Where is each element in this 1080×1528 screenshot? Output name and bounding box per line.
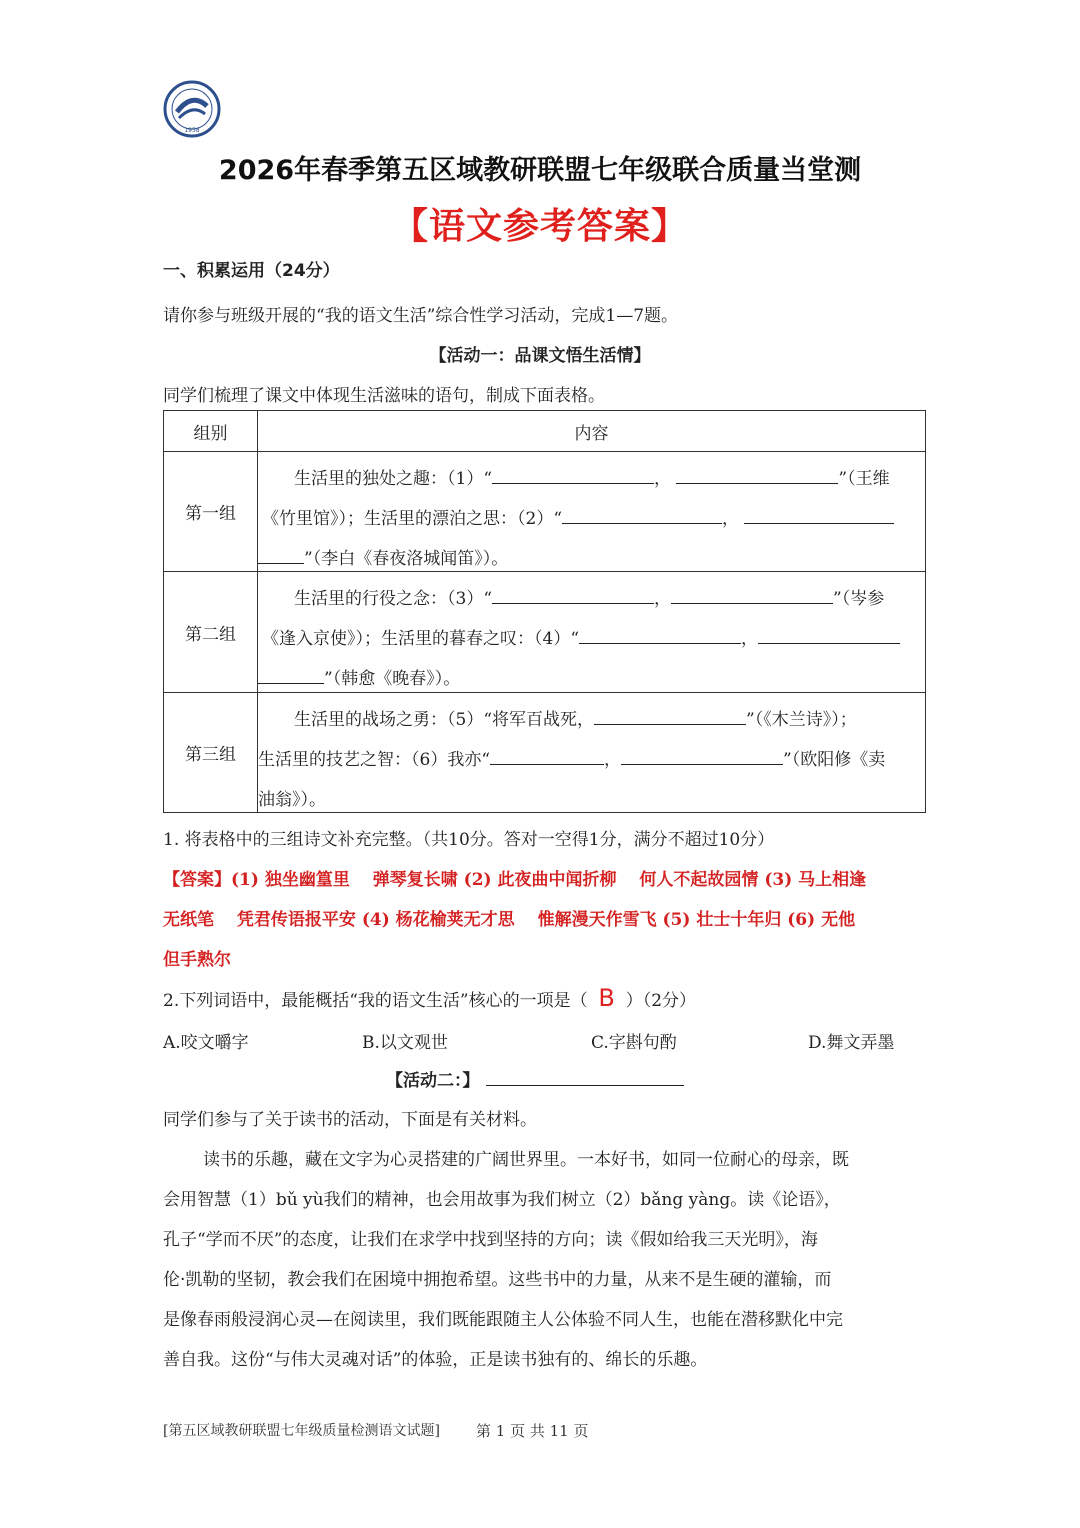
answer-line: 但手熟尔 xyxy=(163,950,231,970)
content-line: 生活里的独处之趣：（1）“ ， ”（王维 xyxy=(294,464,890,489)
footer-page: 第 1 页 共 11 页 xyxy=(476,1422,589,1440)
section-intro: 请你参与班级开展的“我的语文生活”综合性学习活动，完成1—7题。 xyxy=(163,306,679,326)
activity2-intro: 同学们参与了关于读书的活动，下面是有关材料。 xyxy=(163,1110,537,1130)
content-line: ”（李白《春夜洛城闻笛》）。 xyxy=(258,544,508,569)
fill-blank[interactable] xyxy=(594,707,746,725)
header-content: 内容 xyxy=(258,411,926,452)
activity1-intro: 同学们梳理了课文中体现生活滋味的语句，制成下面表格。 xyxy=(163,386,605,406)
question-2: 2.下列词语中，最能概括“我的语文生活”核心的一项是（ B ）（2分） xyxy=(163,984,697,1012)
poetry-table xyxy=(163,410,926,813)
passage-line: 善自我。这份“与伟大灵魂对话”的体验，正是读书独有的、绵长的乐趣。 xyxy=(163,1350,708,1370)
group-name: 第二组 xyxy=(164,572,258,692)
logo-year: 1958 xyxy=(184,127,200,134)
fill-blank[interactable] xyxy=(492,586,654,604)
footer-source: [第五区域教研联盟七年级质量检测语文试题] xyxy=(163,1423,440,1439)
content-line: 生活里的行役之念：（3）“ ， ”（岑参 xyxy=(294,584,884,609)
group-name: 第三组 xyxy=(164,692,258,812)
question-1: 1. 将表格中的三组诗文补充完整。（共10分。答对一空得1分，满分不超过10分） xyxy=(163,830,775,850)
option-d[interactable]: D.舞文弄墨 xyxy=(808,1033,895,1053)
content-line: 油翁》）。 xyxy=(258,789,326,810)
header-group: 组别 xyxy=(164,411,258,452)
group-name: 第一组 xyxy=(164,452,258,572)
fill-blank[interactable] xyxy=(562,506,722,524)
group-content xyxy=(258,452,926,572)
page-title: 2026年春季第五区域教研联盟七年级联合质量当堂测 xyxy=(218,155,862,186)
group-content xyxy=(258,572,926,692)
answer-choice: B xyxy=(598,984,615,1012)
passage-line: 会用智慧（1）bǔ yù我们的精神，也会用故事为我们树立（2）bǎng yàng。读《论语》， xyxy=(163,1190,841,1210)
content-line: 生活里的战场之勇：（5）“将军百战死， ”（《木兰诗》）； xyxy=(294,705,857,730)
fill-blank[interactable] xyxy=(258,666,324,684)
content-line: 生活里的技艺之智：（6）我亦“ ， ”（欧阳修《卖 xyxy=(258,745,885,770)
answer-line: 无纸笔 凭君传语报平安 (4) 杨花榆荚无才思 惟解漫天作雪飞 (5) 壮士十年归 (6) 无他 xyxy=(163,910,856,930)
content-line: ”（韩愈《晚春》）。 xyxy=(258,664,460,689)
fill-blank[interactable] xyxy=(676,466,838,484)
answer-line: 【答案】(1) 独坐幽篁里 弹琴复长啸 (2) 此夜曲中闻折柳 何人不起故园情 (3) 马上相逢 xyxy=(163,870,867,890)
section-heading: 一、积累运用（24分） xyxy=(163,261,340,281)
activity2-title: 【活动二：】 xyxy=(386,1068,684,1093)
page-subtitle: 【语文参考答案】 xyxy=(391,206,688,247)
passage-line: 伦·凯勒的坚韧，教会我们在困境中拥抱希望。这些书中的力量，从来不是生硬的灌输，而 xyxy=(163,1270,832,1290)
content-line: 《逢入京使》）；生活里的暮春之叹：（4）“ ， xyxy=(262,624,900,649)
passage-line: 孔子“学而不厌”的态度，让我们在求学中找到坚持的方向；读《假如给我三天光明》，海 xyxy=(163,1230,818,1250)
fill-blank[interactable] xyxy=(486,1068,684,1086)
group-content xyxy=(258,692,926,812)
passage-line: 是像春雨般浸润心灵—在阅读里，我们既能跟随主人公体验不同人生，也能在潜移默化中完 xyxy=(163,1310,843,1330)
table-row xyxy=(164,452,926,572)
fill-blank[interactable] xyxy=(258,546,304,564)
fill-blank[interactable] xyxy=(621,747,783,765)
passage-line: 读书的乐趣，藏在文字为心灵搭建的广阔世界里。一本好书，如同一位耐心的母亲，既 xyxy=(203,1150,849,1170)
table-row xyxy=(164,692,926,812)
fill-blank[interactable] xyxy=(671,586,833,604)
fill-blank[interactable] xyxy=(579,626,741,644)
fill-blank[interactable] xyxy=(492,466,654,484)
fill-blank[interactable] xyxy=(490,747,604,765)
option-b[interactable]: B.以文观世 xyxy=(362,1033,448,1053)
option-c[interactable]: C.字斟句酌 xyxy=(591,1033,677,1053)
content-line: 《竹里馆》）；生活里的漂泊之思：（2）“ ， xyxy=(262,504,894,529)
table-header-row xyxy=(164,411,926,452)
school-logo xyxy=(163,80,221,138)
table-row xyxy=(164,572,926,692)
activity1-title: 【活动一：品课文悟生活情】 xyxy=(429,346,651,366)
option-a[interactable]: A.咬文嚼字 xyxy=(163,1033,249,1053)
fill-blank[interactable] xyxy=(758,626,900,644)
fill-blank[interactable] xyxy=(744,506,894,524)
